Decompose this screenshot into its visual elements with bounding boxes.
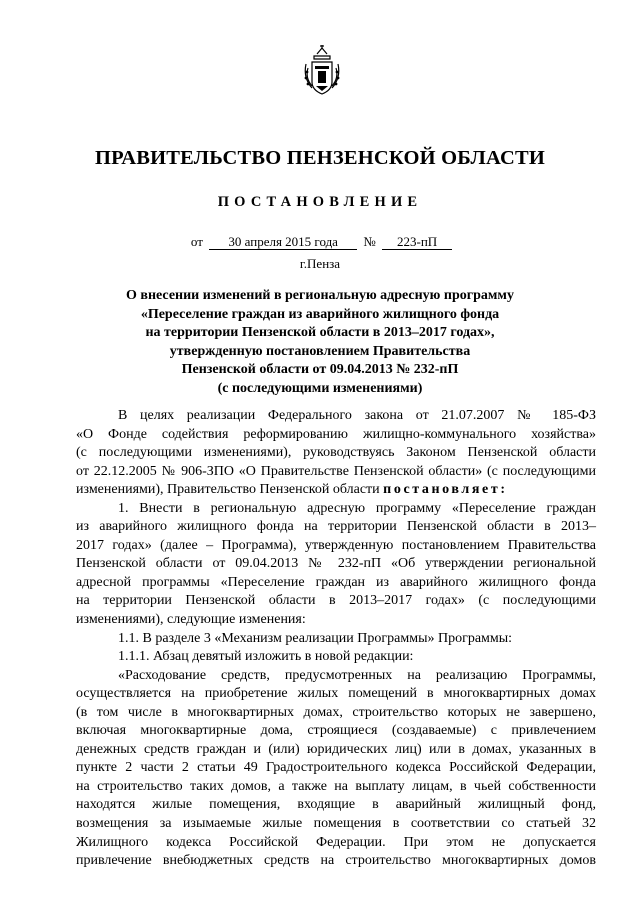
body-line: из аварийного жилищного фонда на территории Пензенской области в 2013– (76, 519, 596, 535)
body-line: (в том числе в многоквартирных домах, строительство которых не завершено, (76, 704, 596, 720)
body-line: 1.1. В разделе 3 «Механизм реализации Программы» Программы: (118, 630, 513, 646)
body-line: на строительство таких домов, а также на выплату лицам, в чьей собственности (76, 778, 596, 794)
body-line: адресной программы «Переселение граждан из аварийного жилищного фонда (76, 574, 596, 590)
heading-line: утвержденную постановлением Правительства (169, 343, 471, 359)
document-kind: ПОСТАНОВЛЕНИЕ (217, 194, 423, 210)
government-title: ПРАВИТЕЛЬСТВО ПЕНЗЕНСКОЙ ОБЛАСТИ (95, 147, 545, 169)
document-body (76, 407, 596, 871)
coat-of-arms-emblem (300, 42, 344, 98)
body-line: денежных средств граждан и (или) юридических лиц) или в домах, указанных в (76, 741, 596, 757)
body-line: (с последующими изменениями), руководствуясь Законом Пензенской области (76, 445, 596, 461)
document-date: 30 апреля 2015 года (209, 235, 357, 250)
body-line: «Расходование средств, предусмотренных на реализацию Программы, (118, 667, 596, 683)
body-line: 1.1.1. Абзац девятый изложить в новой редакции: (118, 649, 414, 665)
document-heading (80, 287, 560, 399)
decree-word: постановляет: (383, 482, 508, 498)
body-line: 2017 годах» (далее – Программа), утвержденную постановлением Правительства (76, 537, 596, 553)
body-line: пункте 2 части 2 статьи 49 Градостроительного кодекса Российской Федерации, (76, 760, 596, 776)
date-number-line (0, 234, 640, 250)
heading-line: «Переселение граждан из аварийного жилищного фонда (140, 306, 500, 322)
body-line: Пензенской области от 09.04.2013 № 232-пП «Об утверждении региональной (76, 556, 596, 572)
heading-line: на территории Пензенской области в 2013–2017 годах», (145, 325, 495, 341)
body-line: Жилищного кодекса Российской Федерации. При этом не допускается (76, 834, 596, 850)
body-line: В целях реализации Федерального закона от 21.07.2007 № 185-ФЗ (118, 408, 596, 423)
body-line: привлечение внебюджетных средств на строительство многоквартирных домов (76, 853, 596, 869)
heading-line: (с последующими изменениями) (217, 380, 423, 396)
heading-line: Пензенской области от 09.04.2013 № 232-пП (181, 362, 459, 378)
body-line: осуществляется на приобретение жилых помещений в многоквартирных домах (76, 686, 596, 702)
document-number: 223-пП (382, 235, 452, 250)
body-line: изменениями), следующие изменения: (76, 612, 306, 628)
body-line: от 22.12.2005 № 906-ЗПО «О Правительстве Пензенской области» (с последующими (76, 463, 596, 479)
number-sign: № (363, 234, 376, 249)
body-line: находятся жилые помещения, входящие в аварийный жилищный фонд, (76, 797, 596, 813)
body-line: возмещения за изымаемые жилые помещения в соответствии со статьей 32 (76, 816, 596, 832)
body-line: на территории Пензенской области в 2013–2017 годах» (с последующими (76, 593, 596, 609)
body-line: включая многоквартирные дома, строящиеся (создаваемые) с привлечением (76, 723, 596, 739)
date-prefix: от (190, 234, 203, 249)
body-line-decree (76, 481, 596, 500)
body-line: 1. Внести в региональную адресную программу «Переселение граждан (118, 500, 596, 516)
body-line: изменениями), Правительство Пензенской области (76, 482, 380, 498)
body-line: «О Фонде содействия реформированию жилищно-коммунального хозяйства» (76, 426, 596, 442)
city: г.Пенза (299, 256, 341, 271)
heading-line: О внесении изменений в региональную адресную программу (126, 288, 514, 303)
